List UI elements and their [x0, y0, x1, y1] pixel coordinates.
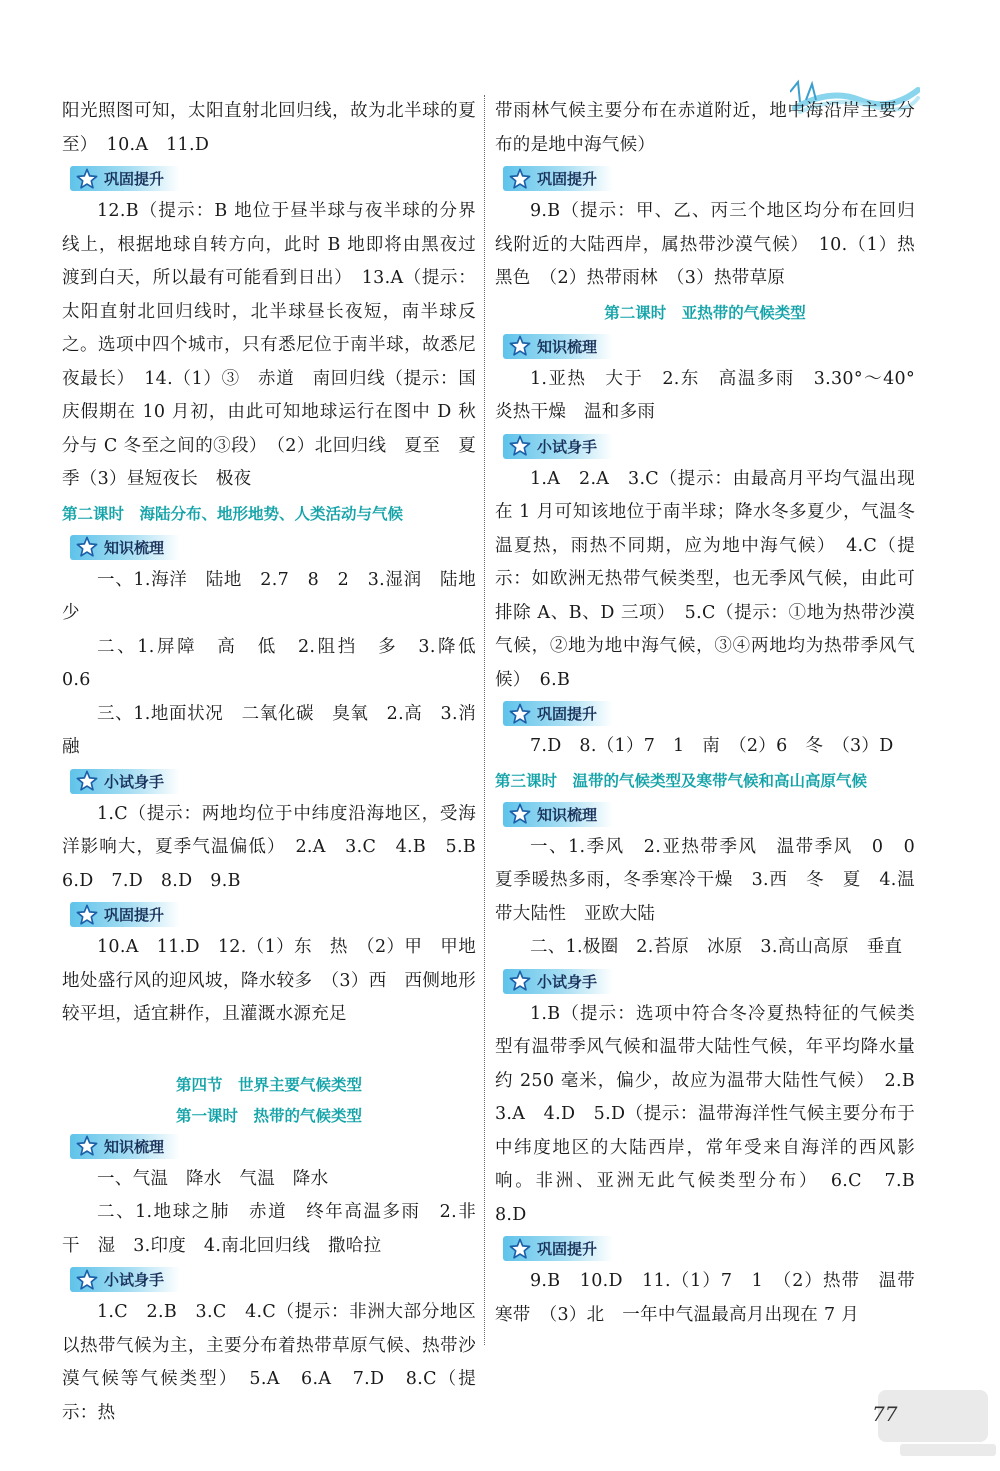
xiaoshi-shenshou-banner [70, 769, 180, 794]
zhishi-shuli-banner [70, 535, 180, 560]
answer-paragraph: 阳光照图可知，太阳直射北回归线，故为北半球的夏至） 10.A 11.D [62, 101, 476, 155]
lesson-heading: 第一课时 热带的气候类型 [175, 1106, 362, 1125]
gonggu-tisheng-banner [503, 701, 613, 726]
answer-paragraph: 9.B 10.D 11.（1）7 1 （2）热带 温带 寒带 （3）北 一年中气温最高月出现在 7 月 [495, 1271, 933, 1325]
banner-label: 巩固提升 [537, 1240, 598, 1258]
zhishi-shuli-banner [503, 802, 613, 827]
answer-paragraph: 10.A 11.D 12.（1）东 热 （2）甲 甲地地处盛行风的迎风坡，降水较多 （3）西 西侧地形较平坦，适宜耕作，且灌溉水源充足 [62, 937, 476, 1024]
banner-label: 小试身手 [537, 972, 598, 991]
banner-label: 巩固提升 [104, 170, 165, 188]
answer-paragraph: 二、1.地球之肺 赤道 终年高温多雨 2.非 干 湿 3.印度 4.南北回归线 撒哈拉 [62, 1202, 494, 1256]
zhishi-shuli-banner [503, 334, 613, 359]
star-icon [509, 1238, 531, 1260]
star-icon [509, 970, 531, 992]
gonggu-tisheng-banner [70, 166, 180, 191]
banner-label: 知识梳理 [537, 337, 598, 356]
answer-paragraph: 一、1.季风 2.亚热带季风 温带季风 0 0 夏季暖热多雨，冬季寒冷干燥 3.西 冬 夏 4.温带大陆性 亚欧大陆 [495, 836, 933, 924]
star-icon [76, 770, 98, 792]
gonggu-tisheng-banner [70, 902, 180, 927]
lesson-heading: 第二课时 海陆分布、地形地势、人类活动与气候 [62, 504, 404, 523]
banner-label: 知识梳理 [104, 538, 165, 557]
answer-paragraph: 一、1.海洋 陆地 2.7 8 2 3.湿润 陆地少 [62, 569, 476, 623]
xiaoshi-shenshou-banner [503, 969, 613, 994]
answer-paragraph: 12.B（提示：B 地位于昼半球与夜半球的分界线上，根据地球自转方向，此时 B 地即将由黑夜过渡到白天，所以最有可能看到日出） 13.A（提示：太阳直射北回归线时，北半球昼长夜短，南半球反之。选项中四个城市，只有悉尼位于南半球，故悉尼夜最长） 14.（1）③ 赤道 南回归线（提示：国庆假期在 10 月初，由此可知地球运行在图中 D 秋分与 C 冬至之间的③段） （2）北回归线 夏至 夏季（3）昼短夜长 极夜 [62, 201, 476, 489]
answer-paragraph: 带雨林气候主要分布在赤道附近，地中海沿岸主要分布的是地中海气候） [495, 101, 915, 155]
zhishi-shuli-banner [70, 1134, 180, 1159]
star-icon [509, 435, 531, 457]
answer-paragraph: 二、1.极圈 2.苔原 冰原 3.高山高原 垂直 [530, 937, 903, 957]
answer-paragraph: 1.C（提示：两地均位于中纬度沿海地区，受海洋影响大，夏季气温偏低） 2.A 3.C 4.B 5.B 6.D 7.D 8.D 9.B [62, 803, 494, 891]
answer-paragraph: 1.C 2.B 3.C 4.C（提示：非洲大部分地区以热带气候为主，主要分布着热带草原气候、热带沙漠气候等气候类型） 5.A 6.A 7.D 8.C（提示：热 [62, 1302, 476, 1423]
gonggu-tisheng-banner [503, 1236, 613, 1261]
banner-label: 小试身手 [104, 772, 165, 791]
section-heading: 第四节 世界主要气候类型 [175, 1075, 362, 1094]
star-icon [76, 1135, 98, 1157]
banner-label: 知识梳理 [537, 805, 598, 824]
banner-label: 巩固提升 [537, 170, 598, 188]
page-number: 77 [872, 1402, 898, 1426]
gonggu-tisheng-banner [503, 166, 613, 191]
answer-paragraph: 1.B（提示：选项中符合冬冷夏热特征的气候类型有温带季风气候和温带大陆性气候，年平均降水量约 250 毫米，偏少，故应为温带大陆性气候） 2.B 3.A 4.D 5.D（提示：温带海洋性气候主要分布于中纬度地区的大陆西岸，常年受来自海洋的西风影响。非洲、亚洲无此气候类型分布） 6.C 7.B 8.D [495, 1003, 933, 1225]
xiaoshi-shenshou-banner [70, 1267, 180, 1292]
star-icon [76, 536, 98, 558]
answer-paragraph: 一、气温 降水 气温 降水 [97, 1168, 329, 1189]
answer-paragraph: 9.B（提示：甲、乙、丙三个地区均分布在回归线附近的大陆西岸，属热带沙漠气候） 10.（1）热 黑色 （2）热带雨林 （3）热带草原 [495, 201, 933, 288]
star-icon [509, 335, 531, 357]
lesson-heading: 第二课时 亚热带的气候类型 [604, 303, 806, 322]
star-icon [509, 703, 531, 725]
left-column [62, 95, 494, 1430]
lesson-heading: 第三课时 温带的气候类型及寒带气候和高山高原气候 [495, 771, 868, 790]
column-divider [484, 95, 485, 1345]
star-icon [76, 1269, 98, 1291]
star-icon [76, 168, 98, 190]
banner-label: 小试身手 [537, 437, 598, 456]
answer-paragraph: 二、1.屏障 高 低 2.阻挡 多 3.降低 0.6 [62, 636, 494, 690]
answer-paragraph: 1.A 2.A 3.C（提示：由最高月平均气温出现在 1 月可知该地位于南半球；降水冬多夏少，气温冬温夏热，雨热不同期，应为地中海气候） 4.C（提示：如欧洲无热带气候类型，也无季风气候，由此可排除 A、B、D 三项） 5.C（提示：①地为热带沙漠气候，②地为地中海气候，③④两地均为热带季风气候） 6.B [495, 468, 915, 690]
star-icon [509, 803, 531, 825]
banner-label: 知识梳理 [104, 1137, 165, 1156]
banner-label: 巩固提升 [537, 705, 598, 723]
answer-paragraph: 三、1.地面状况 二氧化碳 臭氧 2.高 3.消融 [62, 703, 476, 757]
answer-paragraph: 1.亚热 大于 2.东 高温多雨 3.30°～40° 炎热干燥 温和多雨 [495, 368, 933, 422]
xiaoshi-shenshou-banner [503, 434, 613, 459]
star-icon [509, 168, 531, 190]
banner-label: 巩固提升 [104, 906, 165, 924]
answer-paragraph: 7.D 8.（1）7 1 南 （2）6 冬 （3）D [530, 736, 894, 756]
banner-label: 小试身手 [104, 1271, 165, 1289]
right-column [495, 95, 933, 1332]
star-icon [76, 904, 98, 926]
